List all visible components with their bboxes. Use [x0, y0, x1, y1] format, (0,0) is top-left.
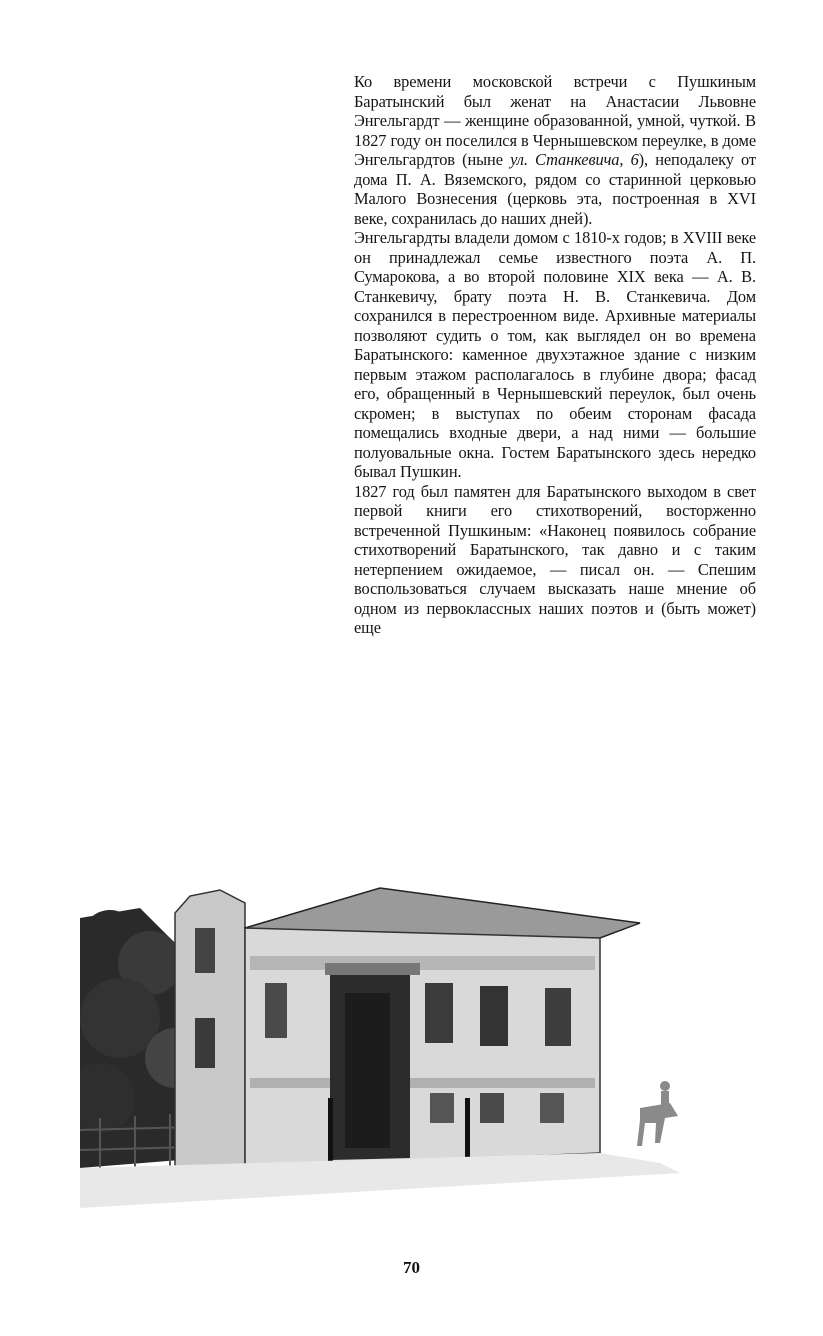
- paragraph-1-text: Ко времени московской встречи с Пушкиным Баратынский был женат на Анастасии Львовне Энгельгардт — женщине образованной, умной, чуткой. В 1827 году он поселился в Чернышевском переулке, в доме Энгельгардтов (ныне: [354, 72, 756, 169]
- paragraph-2: Энгельгардты владели домом с 1810-х годов; в XVIII веке он принадлежал семье известного поэта А. П. Сумарокова, а во второй половине XIX века — А. В. Станкевичу, брату поэта Н. В. Станкевича. Дом сохранился в перестроенном виде. Архивные материалы позволяют судить о том, как выглядел он во времена Баратынского: каменное двухэтажное здание с низким первым этажом располагалось в глубине двора; фасад его, обращенный в Чернышевский переулок, был очень скромен; в выступах по обеим сторонам фасада помещались входные двери, а над ними — большие полуовальные окна. Гостем Баратынского здесь нередко бывал Пушкин.: [354, 228, 756, 481]
- left-wing: [175, 890, 245, 1168]
- page-number: 70: [403, 1258, 420, 1277]
- house-illustration: [80, 868, 680, 1213]
- body-text-column: [354, 72, 756, 638]
- paragraph-1: [354, 72, 756, 228]
- street-address-italic: ул. Станкевича, 6: [510, 150, 639, 169]
- paragraph-1-text-end: ), неподалеку от дома П. А. Вяземского, рядом со старинной церковью Малого Вознесения (церковь эта, построенная в XVI веке, сохранилась до наших дней).: [354, 150, 756, 228]
- horseman: [637, 1081, 678, 1146]
- main-facade: [245, 928, 600, 1188]
- paragraph-3: 1827 год был памятен для Баратынского выходом в свет первой книги его стихотворений, восторженно встреченной Пушкиным: «Наконец появилось собрание стихотворений Баратынского, так давно и с таким нетерпением ожидаемое, — писал он. — Спешим воспользоваться случаем высказать наше мнение об одном из первоклассных наших поэтов и (быть может) еще: [354, 481, 756, 637]
